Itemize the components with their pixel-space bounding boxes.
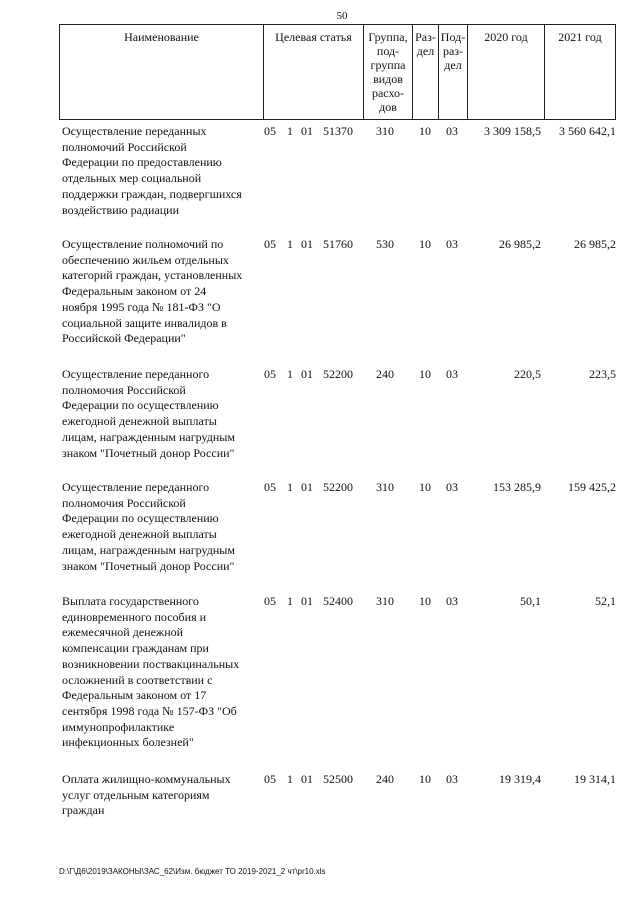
section: 10 [419, 772, 431, 786]
target-code-part1: 05 [264, 480, 276, 494]
target-code-part3: 01 [301, 367, 313, 381]
amount-2021: 26 985,2 [574, 237, 616, 251]
header-year-2021: 2021 год [544, 25, 615, 119]
expense-group: 530 [376, 237, 394, 251]
target-code-part4: 52400 [323, 594, 353, 608]
target-code-part4: 51760 [323, 237, 353, 251]
target-code-part3: 01 [301, 772, 313, 786]
header-target-article: Целевая статья [263, 25, 363, 119]
header-year-2020: 2020 год [467, 25, 544, 119]
row-name: Осуществление переданных полномочий Российской Федерации по предоставлению отдельных мер социальной поддержки граждан, подвергшихся воздействию радиации [62, 124, 242, 217]
target-code-part2: 1 [287, 237, 293, 251]
amount-2021: 223,5 [589, 367, 616, 381]
target-code-part2: 1 [287, 124, 293, 138]
row-name: Осуществление полномочий по обеспечению жильем отдельных категорий граждан, установленных Федеральным законом от 24 ноября 1995 года № 181-ФЗ "О социальной защите инвалидов в Российской Федерации" [62, 237, 243, 346]
expense-group: 310 [376, 594, 394, 608]
amount-2021: 159 425,2 [568, 480, 616, 494]
amount-2021: 19 314,1 [574, 772, 616, 786]
section: 10 [419, 480, 431, 494]
target-code-part4: 51370 [323, 124, 353, 138]
amount-2020: 153 285,9 [493, 480, 541, 494]
amount-2020: 50,1 [520, 594, 541, 608]
target-code-part4: 52200 [323, 480, 353, 494]
amount-2020: 3 309 158,5 [484, 124, 541, 138]
target-code-part2: 1 [287, 594, 293, 608]
row-name: Выплата государственного единовременного пособия и ежемесячной денежной компенсации гражданам при возникновении поствакцинальных осложнений в соответствии с Федеральным законом от 17 сентября 1998 года № 157-ФЗ "Об иммунопрофилактике инфекционных болезней" [62, 594, 240, 750]
footer-file-path: D:\Г\Д6\2019\ЗАКОНЫ\ЗАС_62\Изм. бюджет ТО 2019-2021_2 чт\pr10.xls [59, 867, 326, 876]
section: 10 [419, 124, 431, 138]
target-code-part3: 01 [301, 594, 313, 608]
row-name: Осуществление переданного полномочия Российской Федерации по осуществлению ежегодной денежной выплаты лицам, награжденным нагрудным знаком "Почетный донор России" [62, 480, 235, 573]
section: 10 [419, 367, 431, 381]
amount-2021: 52,1 [595, 594, 616, 608]
target-code-part1: 05 [264, 594, 276, 608]
subsection: 03 [446, 772, 458, 786]
target-code-part3: 01 [301, 124, 313, 138]
target-code-part4: 52500 [323, 772, 353, 786]
amount-2021: 3 560 642,1 [559, 124, 616, 138]
target-code-part2: 1 [287, 772, 293, 786]
target-code-part3: 01 [301, 480, 313, 494]
expense-group: 310 [376, 124, 394, 138]
subsection: 03 [446, 237, 458, 251]
target-code-part1: 05 [264, 124, 276, 138]
expense-group: 310 [376, 480, 394, 494]
amount-2020: 19 319,4 [499, 772, 541, 786]
amount-2020: 220,5 [514, 367, 541, 381]
subsection: 03 [446, 124, 458, 138]
expense-group: 240 [376, 772, 394, 786]
section: 10 [419, 594, 431, 608]
subsection: 03 [446, 367, 458, 381]
subsection: 03 [446, 480, 458, 494]
page-number: 50 [336, 10, 348, 22]
header-subsection: Под- раз- дел [438, 25, 467, 119]
expense-group: 240 [376, 367, 394, 381]
target-code-part3: 01 [301, 237, 313, 251]
target-code-part1: 05 [264, 237, 276, 251]
target-code-part4: 52200 [323, 367, 353, 381]
target-code-part2: 1 [287, 480, 293, 494]
header-expense-group: Группа, под- группа видов расхо- дов [363, 25, 412, 119]
target-code-part1: 05 [264, 772, 276, 786]
target-code-part1: 05 [264, 367, 276, 381]
row-name: Оплата жилищно-коммунальных услуг отдельным категориям граждан [62, 772, 231, 818]
subsection: 03 [446, 594, 458, 608]
target-code-part2: 1 [287, 367, 293, 381]
section: 10 [419, 237, 431, 251]
table-header [59, 24, 616, 120]
row-name: Осуществление переданного полномочия Российской Федерации по осуществлению ежегодной денежной выплаты лицам, награжденным нагрудным знаком "Почетный донор России" [62, 367, 235, 460]
header-name: Наименование [124, 30, 199, 44]
header-section: Раз- дел [412, 25, 438, 119]
amount-2020: 26 985,2 [499, 237, 541, 251]
